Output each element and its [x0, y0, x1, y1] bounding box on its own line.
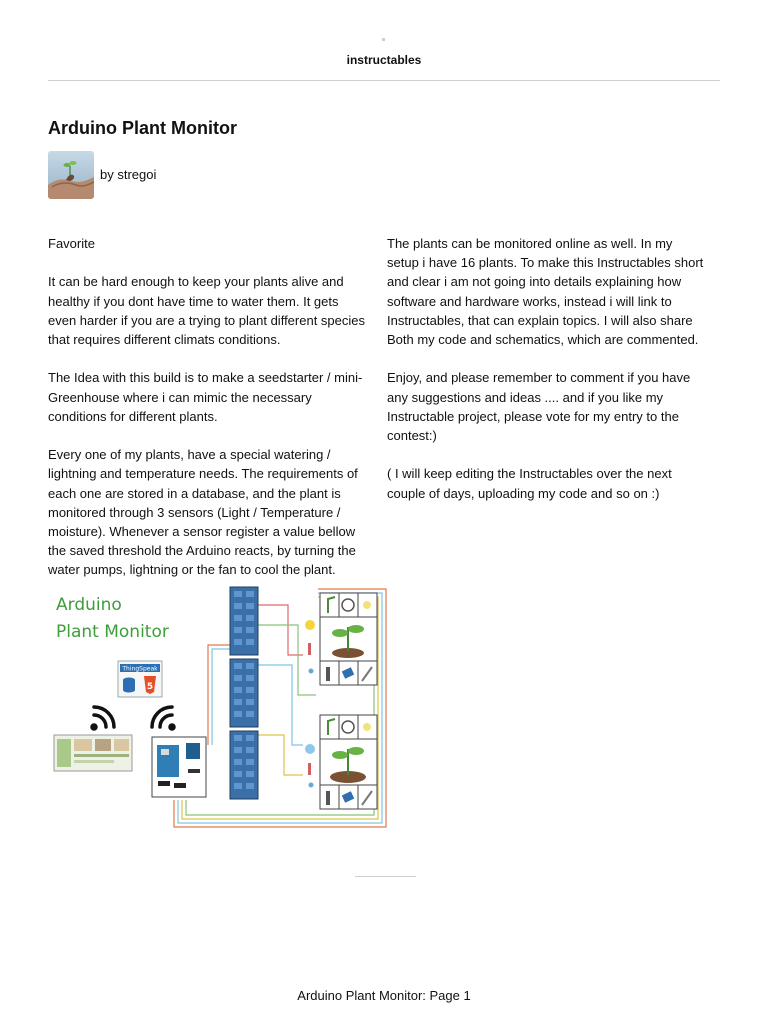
- header-divider: [48, 80, 720, 81]
- html5-badge: 5: [146, 682, 154, 692]
- monitoring-paragraph: The plants can be monitored online as well. In my setup i have 16 plants. To make this Instructables short and clear i am not going into details explaining how software and hardware works, instead i will link to Instructables, that can explain topics. I will also share Both my code and schematics, which are commented.: [387, 236, 704, 348]
- thingspeak-label: ThingSpeak: [122, 665, 158, 673]
- diagram-title-line1: Arduino: [56, 595, 122, 615]
- relay-boards: [230, 587, 258, 799]
- project-diagram: [48, 585, 393, 837]
- intro-paragraph: It can be hard enough to keep your plants alive and healthy if you dont have time to water them. It gets even harder if you are a trying to plant different species that requires different climats conditions.: [48, 274, 366, 347]
- header-dot: [382, 38, 385, 41]
- editing-paragraph: ( I will keep editing the Instructables over the next couple of days, uploading my code and so on :): [387, 466, 672, 501]
- author-avatar[interactable]: [48, 151, 94, 199]
- wifi-icon: [92, 707, 114, 729]
- author-byline[interactable]: by stregoi: [100, 167, 157, 182]
- database-icon: [123, 678, 135, 693]
- right-column: [387, 234, 707, 522]
- arduino-controller: [152, 737, 206, 797]
- comment-paragraph: Enjoy, and please remember to comment if you have any suggestions and ideas .... and if you like my Instructable project, please vote for my entry to the contest:): [387, 370, 691, 444]
- page-footer: Arduino Plant Monitor: Page 1: [297, 988, 471, 1003]
- page-divider: [355, 876, 416, 877]
- plant-unit-1: [305, 593, 377, 685]
- dashboard-screenshot: [54, 735, 132, 771]
- diagram-title-line2: Plant Monitor: [56, 622, 169, 642]
- hand-with-sprout-icon: [48, 151, 94, 199]
- thingspeak-service: [118, 661, 162, 697]
- article-title: Arduino Plant Monitor: [48, 118, 237, 138]
- site-name[interactable]: instructables: [346, 53, 422, 67]
- wifi-icon: [152, 707, 174, 729]
- left-column: [48, 234, 368, 599]
- idea-paragraph: The Idea with this build is to make a seedstarter / mini-Greenhouse where i can mimic the necessary conditions for different plants.: [48, 370, 363, 424]
- favorite-link[interactable]: Favorite: [48, 236, 95, 251]
- plant-unit-2: [305, 715, 377, 809]
- requirements-paragraph: Every one of my plants, have a special watering / lightning and temperature needs. The requirements of each one are stored in a database, and the plant is monitored through 3 sensors (Light / Temperature / moisture). Whenever a sensor register a value bellow the saved threshold the Arduino reacts, by turning the water pumps, lightning or the fan to cool the plant.: [48, 447, 358, 578]
